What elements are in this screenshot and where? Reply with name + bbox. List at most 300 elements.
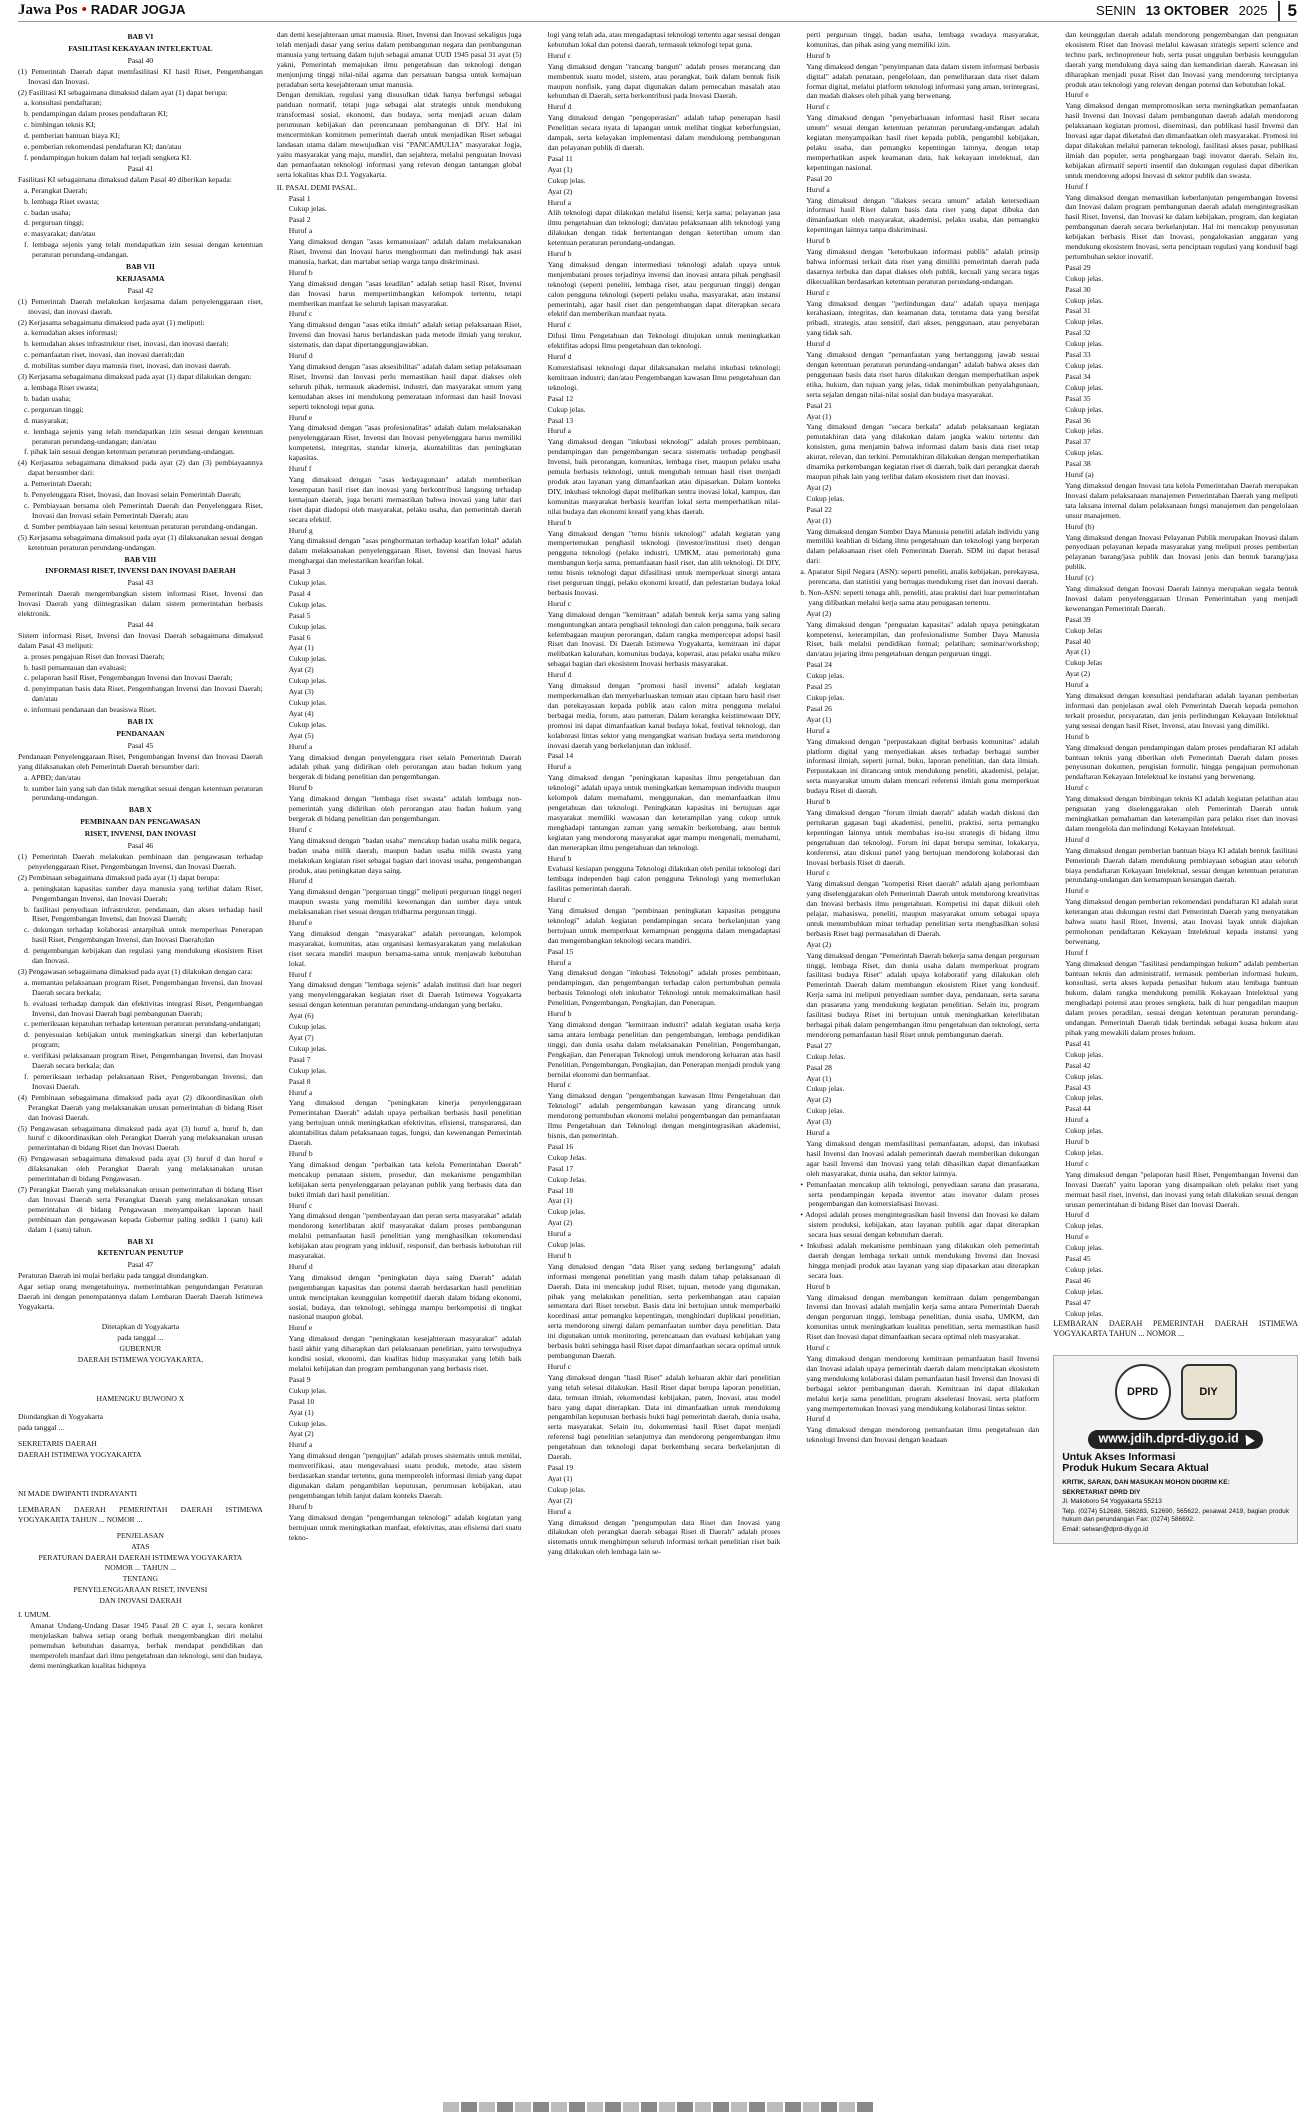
paragraph: Pasal 40 [1065, 636, 1091, 646]
brand-separator: • [81, 2, 87, 18]
paragraph: Pasal 41 [127, 163, 154, 173]
paragraph: Pasal 42 [127, 285, 154, 295]
calibration-swatch [515, 2102, 531, 2112]
paragraph: Huruf c [547, 320, 571, 330]
paragraph: Huruf b [547, 249, 572, 259]
paragraph: Pasal 5 [288, 610, 311, 620]
paragraph: Yang dimaksud dengan "rancang bangun" adalah proses merancang dan membentuk suatu model, sistem, atau perangkat, baik dalam bentuk fisik maupun nonfisik, yang dapat digunakan dalam pemecahan masalah atau kebutuhan di Daerah, serta berkontribusi pada Inovasi Daerah. [547, 61, 781, 101]
paragraph: Huruf (a) [1065, 470, 1094, 480]
paragraph: Sistem informasi Riset, Invensi dan Inovasi Daerah sebagaimana dimaksud dalam Pasal 43 meliputi: [18, 630, 263, 650]
paragraph: PENDANAAN [116, 729, 165, 738]
paragraph: Ayat (7) [288, 1033, 314, 1042]
paragraph: Cukup jelas. [288, 621, 327, 631]
paragraph: f. pemeriksaan terhadap pelaksanaan Riset, Pengembangan Invensi, dan Inovasi Daerah. [24, 1072, 263, 1091]
paragraph: Cukup jelas. [806, 1084, 845, 1094]
paragraph: Pasal 47 [1065, 1297, 1091, 1307]
paragraph: Cukup jelas. [806, 671, 845, 681]
paragraph: Huruf f [1065, 947, 1088, 957]
date-year: 2025 [1238, 3, 1268, 18]
paragraph: (5) Pengawasan sebagaimana dimaksud pada ayat (3) huruf a, huruf b, dan huruf c dikoordinasikan oleh Perangkat Daerah yang melaksanakan urusan pemerintahan di bidang Riset dan Inovasi Daerah. [18, 1123, 263, 1153]
paragraph: Pasal 22 [806, 504, 832, 514]
calibration-swatch [713, 2102, 729, 2112]
paragraph: Huruf (b) [1065, 521, 1095, 531]
paragraph: a. Aparatur Sipil Negara (ASN): seperti peneliti, analis kebijakan, perekayasa, perencana, dan statistisi yang bertugas mendukung riset dan inovasi daerah. [800, 567, 1040, 587]
paragraph: Huruf e [1065, 1232, 1089, 1242]
paragraph: Yang dimaksud dengan penyelenggara riset selain Pemerintah Daerah adalah pihak yang didirikan oleh perorangan atau badan hukum yang bergerak di bidang penelitian dan pengembangan. [288, 752, 522, 782]
paragraph: d. pengembangan kebijakan dan regulasi yang mendukung ekosistem Riset dan Inovasi. [24, 946, 263, 966]
paragraph: Peraturan Daerah ini mulai berlaku pada tanggal diundangkan. [18, 1271, 209, 1281]
paragraph: PEMBINAAN DAN PENGAWASAN [80, 817, 201, 827]
paragraph: Yang dimaksud dengan "peningkatan kinerja penyelenggaraan Pemerintahan Daerah" adalah upaya perbaikan berbasis hasil penelitian yang bertujuan untuk meningkatkan efektivitas, efisiensi, transparansi, dan akuntabilitas dalam pelaksanaan tugas, fungsi, dan kewenangan Pemerintah Daerah. [288, 1098, 522, 1148]
paragraph: Pasal 41 [1065, 1038, 1091, 1048]
paragraph: Yang dimaksud dengan "badan usaha" mencakup badan usaha milik negara, badan usaha milik daerah, maupun badan usaha milik swasta yang melakukan kegiatan riset sebagai bagian dari inovasi usaha, pengembangan produk, atau peningkatan daya saing. [288, 835, 522, 875]
calibration-swatch [569, 2102, 585, 2112]
paragraph: Yang dimaksud dengan Inovasi Daerah lainnya merupakan segala bentuk Inovasi dalam penyelenggaraan Urusan Pemerintahan yang menjadi kewenangan Pemerintah Daerah. [1065, 584, 1298, 613]
paragraph: Yang dimaksud dengan "asas kedayagunaan" adalah memberikan kesempatan hasil riset dan inovasi yang berkontribusi langsung terhadap kemajuan daerah, juga berarti memastikan bahwa inovasi yang lahir dari riset dapat diadopsi oleh masyarakat, pelaku usaha, dan pemerintah daerah secara efektif. [288, 474, 522, 524]
paragraph: Ayat (2) [547, 1495, 573, 1505]
paragraph: Pasal 13 [547, 415, 574, 425]
paragraph: Huruf e [288, 1323, 313, 1333]
paragraph: Huruf a [806, 725, 830, 735]
paragraph: d. Sumber pembiayaan lain sesuai ketentuan peraturan perundang-undangan. [24, 521, 258, 531]
paragraph: c. dukungan terhadap kolaborasi antarpihak untuk memperluas Penerapan hasil Riset, Pengembangan Invensi, dan Inovasi Daerah;dan [24, 925, 263, 945]
paragraph: (2) Fasilitasi KI sebagaimana dimaksud dalam ayat (1) dapat berupa: [18, 87, 228, 97]
paragraph: (1) Pemerintah Daerah melakukan kerjasama dalam penyelenggaraan riset, inovasi, dan inovasi daerah. [18, 296, 263, 316]
set-place: Ditetapkan di Yogyakarta [101, 1321, 180, 1331]
column-3 [536, 30, 781, 2080]
paragraph: Pasal 39 [1065, 614, 1091, 624]
paragraph: d. mobilitas sumber daya manusia riset, inovasi, dan inovasi daerah. [24, 361, 231, 371]
page-number: 5 [1278, 1, 1297, 21]
paragraph: Huruf c [547, 1080, 571, 1090]
paragraph: BAB VI [127, 32, 154, 41]
paragraph: Yang dimaksud dengan "pembinaan peningkatan kapasitas pengguna teknologi" adalah kegiatan pendampingan secara berkelanjutan yang bertujuan untuk memperkuat kemampuan pengguna dalam mengadaptasi dan mengembangkan teknologi secara mandiri. [547, 906, 781, 945]
paragraph: Yang dimaksud dengan "asas kemanusiaan" adalah dalam melaksanakan Riset, Invensi dan Inovasi harus menghormati dan melindungi hak asasi manusia, harkat, dan martabat setiap warga tanpa diskriminasi. [288, 237, 522, 266]
calibration-swatch [767, 2102, 783, 2112]
paragraph: f. pendampingan hukum dalam hal terjadi sengketa KI. [24, 152, 192, 162]
paragraph: Pasal 10 [288, 1396, 315, 1406]
paragraph: Yang dimaksud dengan "pemberdayaan dan peran serta masyarakat" adalah mendorong keterlibatan aktif masyarakat dalam proses pembangunan melalui pemanfaatan hasil penelitian yang menghasilkan rekomendasi kebijakan atau program yang inklusif, responsif, dan berbasis kebutuhan riil masyarakat. [288, 1211, 522, 1261]
paragraph: Pasal 47 [127, 1260, 154, 1270]
paragraph: Huruf a [806, 184, 830, 194]
paragraph: (7) Perangkat Daerah yang melaksanakan urusan pemerintahan di bidang Riset dan Inovasi Daerah serta Perangkat Daerah yang melaksanakan urusan pemerintahan di bidang Pengawasan menyampaikan laporan hasil pembinaan dan pengawasan kepada Gubernur paling sedikit 1 (satu) kali dalam 1 (satu) tahun. [18, 1184, 263, 1234]
paragraph: d. penyimpanan basis data Riset, Pengembangan Invensi dan Inovasi Daerah; dan/atau [24, 684, 263, 704]
paragraph: Huruf c [547, 598, 571, 608]
paragraph: Huruf b [806, 236, 831, 246]
paragraph: INFORMASI RISET, INVENSI DAN INOVASI DAERAH [45, 566, 236, 576]
paragraph: Huruf a [1065, 680, 1089, 690]
paragraph: BAB IX [127, 717, 154, 727]
paragraph: Yang dimaksud dengan "asas aksesibilitas" adalah dalam setiap pelaksanaan Riset, Invensi dan Inovasi perlu memastikan hasil dapat diakses oleh seluruh pihak, termasuk akademisi, industri, dan masyarakat umum yang kemudahan akses ini mendukung pemerataan informasi dan hasil Inovasi seperti teknologi tepat guna. [288, 362, 522, 411]
paragraph: Huruf a [547, 1506, 571, 1516]
paragraph: Pasal 15 [547, 946, 574, 956]
paragraph: Cukup jelas. [288, 1385, 327, 1395]
paragraph: d. penyesuaian kebijakan untuk meningkatkan sinergi dan keberlanjutan program; [24, 1030, 263, 1050]
paragraph: Yang dimaksud dengan "pengumpulan data Riset dan Inovasi yang dilakukan oleh perangkat daerah sebagai Riset di Daerah" adalah proses sistematis untuk menghimpun seluruh informasi terkait penelitian riset baik yang dilakukan oleh lembaga lain se- [547, 1517, 781, 1557]
paragraph: Pasal 36 [1065, 415, 1091, 425]
article-columns [18, 30, 1298, 2080]
paragraph: Huruf d [288, 1261, 313, 1271]
paragraph: Fasilitasi KI sebagaimana dimaksud dalam Pasal 40 diberikan kepada: [18, 174, 232, 184]
paragraph: e. verifikasi pelaksanaan program Riset, Pengembangan Invensi, dan Inovasi Daerah secara berkala; dan [24, 1051, 263, 1071]
paragraph: Cukup jelas. [1065, 1093, 1104, 1103]
paragraph: Yang dimaksud dengan "penguatan kapasitas" adalah upaya peningkatan kompetensi, keterampilan, dan profesionalisme Sumber Daya Manusia Riset, baik melalui pendidikan formal; pelatihan; seminar/workshop; dan/atau jejaring ilmu pengetahuan dengan perguruan tinggi. [806, 619, 1040, 659]
calibration-swatch [479, 2102, 495, 2112]
penjelasan-1: PENJELASAN [116, 1530, 165, 1540]
paragraph: Dengan demikian, regulasi yang disusulkan tidak hanya berfungsi sebagai panduan normatif, tetapi juga sebagai alat strategis untuk mendukung transformasi sosial, ekonomi, dan budaya, serta menjadi acuan dalam perumusan kebijakan dan perencanaan pembangunan di DIY. Hal ini mencerminkan komitmen pemerintah daerah untuk menjadikan Riset sebagai landasan utama dalam mewujudkan visi "PANCAMULIA" masyarakat Jogja, yaitu masyarakat yang maju, mandiri, dan sejahtera, melalui penguatan Inovasi dan pemanfaatan teknologi informasi yang relevan dengan tantangan global serta lokalitas khas D.I. Yogyakarta. [276, 90, 522, 179]
paragraph: Huruf c [547, 895, 571, 905]
paragraph: Huruf b [806, 797, 831, 807]
masthead [18, 0, 1297, 22]
paragraph: Huruf a [547, 197, 571, 207]
calibration-swatch [785, 2102, 801, 2112]
paragraph: Pasal 46 [1065, 1275, 1091, 1285]
contact-line-4: Telp. (0274) 512688, 586283, 512690, 565622, pesawat 2419, bagian produk hukum dan perundangan Fax: (0274) 586692. [1062, 1507, 1289, 1524]
paragraph: Huruf b [547, 1009, 572, 1019]
paragraph: Cukup jelas. [1065, 1049, 1104, 1059]
paragraph: Huruf b [1065, 1137, 1090, 1147]
paragraph: Yang dimaksud dengan "kemitraan" adalah bentuk kerja sama yang saling menguntungkan antara penghasil teknologi dan calon pengguna, baik secara kelembagaan maupun perorangan, dalam rangka mempercepat adopsi hasil Riset dan Inovasi. Di Daerah Istimewa Yogyakarta, kemitraan ini dapat melibatkan kalurahan, komunitas budaya, koperasi, atau pelaku usaha mikro sebagai bagian dari ekosistem Inovasi berbasis masyarakat. [547, 609, 781, 669]
paragraph: Huruf c [806, 102, 830, 112]
calibration-swatch [749, 2102, 765, 2112]
paragraph: Ayat (1) [806, 515, 832, 525]
paragraph: c. pemanfaatan riset, inovasi, dan inovasi daerah;dan [24, 350, 185, 360]
paragraph: Huruf f [1065, 181, 1088, 191]
paragraph: e. informasi pendanaan dan beasiswa Riset. [24, 705, 157, 715]
calibration-swatch [587, 2102, 603, 2112]
paragraph: (4) Kerjasama sebagaimana dimaksud pada ayat (2) dan (3) pembiayaannya dapat bersumber dari: [18, 458, 263, 478]
paragraph: Yang dimaksud dengan "temu bisnis teknologi" adalah kegiatan yang mempertemukan penghasil teknologi (investor/institusi riset) dengan pengguna teknologi (pelaku industri, UMKM, atau pemerintah) guna membangun kerja sama, pemanfaatan hasil riset, dan alih teknologi. Di DIY, temu bisnis teknologi dapat difasilitasi untuk memperkuat sinergi antara riset perguruan tinggi, pelaku ekonomi kreatif, dan pelestarian budaya lokal berbasis Inovasi. [547, 528, 781, 597]
paragraph: Huruf b [806, 1281, 831, 1291]
paragraph: Yang dimaksud dengan "perbaikan tata kelola Pemerintahan Daerah" mencakup penataan sistem, prosedur, dan mekanisme pengambilan kebijakan serta penyelenggaraan pelayanan publik yang berbasis data dan bukti ilmiah dari hasil penelitian. [288, 1159, 522, 1199]
paragraph: Ayat (1) [1065, 647, 1091, 657]
brand-edition: RADAR JOGJA [90, 2, 186, 17]
paragraph: Yang dimaksud dengan "pemanfaatan yang bertanggung jawab sesuai dengan ketentuan peraturan perundang-undangan" adalah bahwa akses dan penggunaan basis data riset harus dilakukan dengan memperhatikan aspek etika, hukum, dan tujuan yang jelas, tidak menimbulkan penyalahgunaan, serta sejalan dengan nilai-nilai sosial dan budaya masyarakat. [806, 350, 1040, 399]
paragraph: Pasal 12 [547, 393, 574, 403]
paragraph: Yang dimaksud dengan "peningkatan daya saing Daerah" adalah pengembangan kapasitas dan potensi daerah berdasarkan hasil penelitian untuk menciptakan keunggulan kompetitif daerah dalam bidang ekonomi, sosial, budaya, dan teknologi, sehingga mampu berkompetisi di tingkat nasional maupun global. [288, 1272, 522, 1322]
paragraph: Huruf e [288, 918, 313, 928]
paragraph: Pasal 18 [547, 1185, 574, 1195]
paragraph: c. badan usaha; [24, 207, 71, 217]
paragraph: d. pemberian bantuan biaya KI; [24, 131, 120, 141]
paragraph: Huruf c [1065, 783, 1089, 793]
paragraph: Yang dimaksud dengan mempromosikan serta meningkatkan pemanfaatan hasil Invensi dan Inovasi dalam pembangunan daerah adalah mendorong pelaksanaan kegiatan promosi, diseminasi, dan publikasi hasil Invensi dan Inovasi agar dapat diketahui dan dimanfaatkan oleh masyarakat. Promosi ini dapat dilakukan melalui pameran teknologi, fasilitasi akses pasar, publikasi ilmiah dan populer, serta penghargaan bagi inovator daerah. Selain itu, kebijakan afirmatif seperti insentif dan dukungan regulasi dapat diberikan untuk mendorong adopsi Inovasi di sektor publik dan swasta. [1065, 101, 1298, 180]
column-5 [1053, 30, 1298, 2080]
paragraph: c. bimbingan teknis KI; [24, 120, 96, 130]
paragraph: Cukup jelas. [288, 698, 327, 707]
color-calibration-bar [18, 2102, 1297, 2112]
paragraph: Cukup jelas. [806, 693, 845, 702]
paragraph: Pasal 20 [806, 173, 832, 183]
promo-contact [1062, 1479, 1289, 1534]
paragraph: Cukup jelas. [288, 1022, 327, 1032]
prom-date: pada tanggal ... [18, 1423, 65, 1433]
paragraph: Huruf d [1065, 1210, 1090, 1220]
paragraph: b. kemudahan akses infrastruktur riset, inovasi, dan inovasi daerah; [24, 339, 229, 349]
paragraph: Ayat (2) [806, 608, 832, 618]
paragraph: Ayat (1) [806, 714, 832, 724]
paragraph: Huruf e [288, 412, 313, 422]
paragraph: Ayat (2) [547, 1218, 573, 1228]
lembaran-daerah: LEMBARAN DAERAH PEMERINTAH DAERAH ISTIMEWA YOGYAKARTA TAHUN ... NOMOR ... [18, 1504, 263, 1524]
calibration-swatch [677, 2102, 693, 2112]
paragraph: Huruf d [547, 352, 572, 362]
paragraph: Cukup jelas. [1065, 295, 1104, 305]
paragraph: Huruf d [547, 102, 572, 112]
paragraph: Pasal 44 [127, 619, 154, 629]
paragraph: Yang dimaksud dengan "secara berkala" adalah pelaksanaan kegiatan pemutakhiran data yang dilakukan dalam jangka waktu tertentu dan konsisten, guna menjamin bahwa informasi dalam basis data riset tetap akurat, relevan, dan terkini. Pemutakhiran dilakukan dengan memperhatikan dinamika perkembangan kegiatan riset di daerah, baik dari perangkat daerah maupun pihak lain yang terlibat dalam ekosistem riset dan inovasi. [806, 422, 1040, 481]
paragraph: Huruf d [547, 670, 572, 680]
paragraph: Yang dimaksud dengan Sumber Daya Manusia peneliti adalah individu yang memiliki keahlian di bidang ilmu pengetahuan dan teknologi yang berperan dalam pelaksanaan riset oleh Pemerintah Daerah. SDM ini dapat berasal dari: [806, 526, 1040, 566]
calibration-swatch [731, 2102, 747, 2112]
paragraph: Huruf b [806, 50, 831, 60]
paragraph: Huruf c [547, 1361, 571, 1371]
paragraph: Yang dimaksud dengan "inkubasi Teknologi" adalah proses pembinaan, pendampingan, dan pengembangan terhadap calon pertumbuhan pemula berbasis Teknologi oleh inkubator Teknologi untuk memaksimalkan hasil Penelitian, Pengembangan, Pengkajian, dan Penerapan. [547, 968, 781, 1008]
paragraph: c. perguruan tinggi; [24, 404, 84, 414]
paragraph: d. masyarakat; [24, 415, 69, 425]
paragraph: Yang dimaksud dengan "pengujian" adalah proses sistematis untuk menilai, memverifikasi, atau mengevaluasi suatu produk, metode, atau sistem berdasarkan standar tertentu, guna memperoleh informasi ilmiah yang dapat digunakan dalam pengambilan keputusan, perumusan kebijakan, atau pengembangan lebih lanjut dalam konteks Daerah. [288, 1451, 522, 1500]
paragraph: Huruf d [806, 1414, 831, 1424]
paragraph: II. PASAL DEMI PASAL. [276, 182, 358, 192]
calibration-swatch [641, 2102, 657, 2112]
paragraph: b. evaluasi terhadap dampak dan efektivitas integrasi Riset, Pengembangan Invensi, dan Inovasi Daerah bagi pembangunan Daerah; [24, 998, 263, 1018]
paragraph: Huruf b [547, 853, 572, 863]
calibration-swatch [839, 2102, 855, 2112]
paragraph: Yang dimaksud dengan "pengoperasian" adalah tahap penerapan hasil Penelitian secara nyata di lapangan untuk melihat tingkat keberfungsian, dampak, serta kelayakan implementasi dalam mendukung pembangunan dan pelayanan publik di daerah. [547, 113, 781, 152]
paragraph: Cukup jelas. [288, 676, 327, 686]
paragraph: a. Pemerintah Daerah; [24, 479, 92, 489]
paragraph: Ayat (2) [806, 482, 832, 492]
paragraph: Huruf b [547, 1250, 572, 1260]
paragraph: Cukup jelas. [288, 578, 327, 588]
paragraph: Cukup jelas. [547, 404, 586, 414]
secretary-title-2: DAERAH ISTIMEWA YOGYAKARTA [18, 1450, 142, 1460]
paragraph: e. lembaga sejenis yang telah mendapatkan izin sesuai dengan ketentuan peraturan perundang-undangan; dan/atau [24, 426, 263, 446]
paragraph: Huruf f [288, 969, 312, 979]
paragraph: Huruf e [1065, 90, 1089, 100]
promo-tagline-2: Produk Hukum Secara Aktual [1062, 1461, 1209, 1474]
paragraph: (6) Pengawasan sebagaimana dimaksud pada ayat (3) huruf d dan huruf e dilaksanakan oleh Perangkat Daerah yang melaksanakan urusan pemerintahan di bidang Pengawasan. [18, 1154, 263, 1184]
paragraph: Cukup Jelas. [806, 1051, 846, 1061]
column-4 [794, 30, 1039, 2080]
paragraph: Yang dimaksud dengan "asas penghormatan terhadap kearifan lokal" adalah dalam melaksanakan penyelenggaraan Riset, Invensi dan Inovasi harus menghargai dan melestarikan kearifan lokal. [288, 536, 522, 566]
calibration-swatch [533, 2102, 549, 2112]
paragraph: Cukup jelas. [288, 599, 327, 609]
paragraph: Pasal 25 [806, 682, 832, 692]
paragraph: Cukup jelas. [1065, 1243, 1104, 1253]
paragraph: Huruf b [288, 783, 313, 793]
paragraph: Pasal 42 [1065, 1060, 1091, 1070]
paragraph: Cukup jelas. [547, 1484, 586, 1494]
jdih-url-link[interactable] [1088, 1430, 1262, 1448]
paragraph: e. pemberian rekomendasi pendaftaran KI; dan/atau [24, 142, 182, 152]
paragraph: Huruf a [547, 426, 571, 436]
paragraph: Pasal 44 [1065, 1104, 1091, 1114]
paragraph: Yang dimaksud dengan "perguruan tinggi" meliputi perguruan tinggi negeri maupun swasta yang memiliki kewenangan dan sumber daya untuk melaksanakan riset sesuai dengan tridharma perguruan tinggi. [288, 887, 522, 917]
paragraph: Huruf b [288, 1501, 313, 1511]
governor-title-2: DAERAH ISTIMEWA YOGYAKARTA, [77, 1354, 204, 1364]
paragraph: logi yang telah ada, atau mengadaptasi teknologi tertentu agar sesuai dengan kebutuhan lokal dan potensi daerah, termasuk teknologi tepat guna. [547, 30, 781, 49]
umum-text: Amanat Undang-Undang Dasar 1945 Pasal 28 C ayat 1, secara konkret menjelaskan bahwa setiap orang berhak mengembangkan diri melalui pemenuhan kebutuhan dasarnya, berhak mendapat pendidikan dan memperoleh manfaat dari ilmu pengetahuan dan teknologi, seni dan budaya, demi meningkatkan kualitas hidupnya [30, 1620, 263, 1670]
paragraph: Cukup jelas. [1065, 1147, 1104, 1157]
paragraph: Yang dimaksud dengan "pengembangan kawasan Ilmu Pengetahuan dan Teknologi" adalah pengembangan kawasan yang dirancang untuk mendorong pertumbuhan ekonomi melalui pengembangan dan pemanfaatan Ilmu Pengetahuan dan Teknologi dengan mengintegrasikan akademisi, bisnis, dan pemerintah. [547, 1091, 781, 1140]
paragraph: Cukup jelas. [1065, 339, 1104, 349]
paragraph: Cukup jelas. [1065, 1126, 1104, 1136]
paragraph: Huruf a [1065, 1115, 1089, 1125]
paragraph: Cukup jelas. [547, 1240, 586, 1250]
paragraph: b. hasil pemantauan dan evaluasi; [24, 662, 127, 672]
paragraph: Ayat (1) [806, 411, 832, 421]
paragraph: Yang dimaksud dengan "asas profesionalitas" adalah dalam melaksanakan penyelenggaraan Riset, Invensi dan Inovasi penyelenggara harus memiliki kompetensi, integritas, standar kinerja, akuntabilitas dan peningkatan kapasitas. [288, 423, 522, 463]
paragraph: Cukup jelas. [288, 1043, 327, 1053]
paragraph: Yang dimaksud dengan "inkubasi teknologi" adalah proses pembinaan, pendampingan dan pengembangan secara sistematis terhadap penghasil Invensi, baik perorangan, komunitas, lembaga riset, maupun pelaku usaha pemula berbasis teknologi, untuk mengubah temuan hasil riset menjadi produk atau layanan yang dimanfaatkan atau dipasarkan. Dalam konteks DIY, inkubasi teknologi dapat melibatkan sentra inovasi lokal, kampus, dan komunitas masyarakat berbasis kearifan lokal serta memperhatikan nilai-nilai budaya dan ekonomi kreatif yang khas daerah. [547, 437, 781, 516]
paragraph: c. pemeriksaan kepatuhan terhadap ketentuan peraturan perundang-undangan; [24, 1019, 261, 1029]
paragraph: a. peningkatan kapasitas sumber daya manusia yang terlibat dalam Riset, Pengembangan Invensi, dan Inovasi Daerah; [24, 883, 263, 903]
contact-line-1: KRITIK, SARAN, DAN MASUKAN MOHON DIKIRIM KE: [1062, 1479, 1230, 1487]
paragraph: Yang dimaksud dengan Inovasi Pelayanan Publik merupakan Inovasi dalam penyediaan pelayanan kepada masyarakat yang meliputi proses pemberian pelayanan barang/jasa publik dan Inovasi jenis dan bentuk barang/jasa publik. [1065, 532, 1298, 572]
paragraph: Pasal 45 [1065, 1254, 1091, 1264]
contact-line-5: Email: setwan@dprd-diy.go.id [1062, 1525, 1149, 1533]
paragraph: Yang dimaksud dengan mendorong pemanfaatan ilmu pengetahuan dan teknologi Invensi dan Inovasi dengan keadaan [806, 1425, 1040, 1445]
paragraph: Yang dimaksud dengan "penyimpanan data dalam sistem informasi berbasis digital" adalah penataan, pengelolaan, dan pemeliharaan data riset dalam format digital, melalui platform teknologi informasi yang aman, terintegrasi, dan mudah diakses oleh pihak yang berwenang. [806, 61, 1040, 101]
paragraph: (5) Kerjasama sebagaimana dimaksud pada ayat (1) dilaksanakan sesuai dengan ketentuan peraturan perundang-undangan. [18, 532, 263, 552]
paragraph: Cukup jelas. [1065, 404, 1104, 414]
paragraph: Huruf b [547, 517, 572, 527]
secretary-name: NI MADE DWIPANTI INDRAYANTI [18, 1489, 138, 1498]
paragraph: BAB XI [127, 1236, 154, 1246]
paragraph: Yang dimaksud dengan membangun kemitraan dalam pengembangan Invensi dan Inovasi adalah menjalin kerja sama antara Pemerintah Daerah dengan perguruan tinggi, lembaga penelitian, dunia usaha, UMKM, dan komunitas untuk meningkatkan kualitas penelitian, serta memastikan hasil Riset dan Inovasi dapat dimanfaatkan secara optimal oleh masyarakat. [806, 1292, 1040, 1342]
paragraph: Yang dimaksud dengan "kemitraan industri" adalah kegiatan usaha kerja sama antara lembaga penelitian dan pengembangan, lembaga pendidikan tinggi, dan dunia usaha dalam melaksanakan Penelitian, Pengembangan, Pengkajian, dan Penerapan Teknologi untuk mendorong keluaran atas hasil Penelitian, Pengembangan, Pengkajian, dan Penerapan menjadi produk yang bernilai ekonomi dan bermanfaat. [547, 1020, 781, 1079]
paragraph: Cukup jelas. [806, 493, 845, 503]
paragraph: a. proses pengajuan Riset dan Inovasi Daerah; [24, 651, 165, 661]
paragraph: KERJASAMA [116, 273, 165, 283]
jdih-promo-box [1053, 1355, 1298, 1544]
paragraph: BAB X [128, 805, 152, 815]
paragraph: Ayat (1) [547, 1196, 573, 1206]
paragraph: Pasal 35 [1065, 393, 1091, 403]
paragraph: Difusi Ilmu Pengetahuan dan Teknologi ditujukan untuk meningkatkan efektifitas adopsi Ilmu pengetahuan dan teknologi. [547, 331, 781, 351]
governor-name: HAMENGKU BUWONO X [96, 1394, 185, 1404]
dprd-logo-icon: DPRD [1115, 1364, 1171, 1420]
paragraph: Ayat (2) [806, 939, 832, 949]
paragraph: Yang dimaksud dengan konsultasi pendaftaran adalah layanan pemberian informasi dan penjelasan awal oleh Pemerintah Daerah kepada pemohon terkait prosedur, persyaratan, dan jenis perlindungan Kekayaan Intelektual yang sesuai dengan hasil Riset, Invensi, atau Inovasi yang dimiliki. [1065, 691, 1298, 730]
paragraph: Huruf c [806, 287, 830, 297]
penjelasan-7: DAN INOVASI DAERAH [99, 1596, 182, 1606]
paragraph: Huruf c [547, 50, 571, 60]
paragraph: Cukup jelas. [288, 1418, 327, 1428]
penjelasan-6: PENYELENGGARAAN RISET, INVENSI [73, 1585, 208, 1595]
paragraph: Huruf a [806, 1128, 830, 1138]
governor-title-1: GUBERNUR [119, 1343, 162, 1353]
date-date: 13 OKTOBER [1145, 3, 1229, 18]
paragraph: Pasal 32 [1065, 328, 1091, 338]
paragraph: (1) Pemerintah Daerah melakukan pembinaan dan pengawasan terhadap penyelenggaraan Riset, Pengembangan Invensi, dan Inovasi Daerah. [18, 851, 263, 871]
calibration-swatch [659, 2102, 675, 2112]
paragraph: Cukup jelas. [1065, 1264, 1104, 1274]
paragraph: Pasal 21 [806, 400, 832, 410]
paragraph: Huruf c [806, 1343, 830, 1353]
paragraph: Huruf a [547, 957, 571, 967]
paragraph: e. masyarakat; dan/atau [24, 229, 96, 239]
paragraph: Pasal 11 [547, 153, 573, 163]
paragraph: Huruf a [288, 1440, 313, 1450]
paragraph: b. pendampingan dalam proses pendaftaran KI; [24, 109, 168, 119]
paragraph: Ayat (1) [547, 164, 573, 174]
paragraph: Pendanaan Penyelenggaraan Riset, Pengembangan Invensi dan Inovasi Daerah yang dilaksanakan oleh Pemerintah Daerah bersumber dari: [18, 751, 263, 771]
column-2 [277, 30, 522, 2080]
paragraph: Pasal 24 [806, 660, 832, 670]
paragraph: Huruf g [288, 525, 313, 535]
paragraph: Huruf d [1065, 834, 1090, 844]
paragraph: Cukup jelas. [288, 204, 327, 214]
paragraph: Huruf (c) [1065, 573, 1094, 583]
paragraph: Yang dimaksud dengan "penyebarluasan informasi hasil Riset secara umum" sesuai dengan ketentuan peraturan perundang-undangan adalah kegiatan menyampaikan hasil riset kepada publik, pengambil kebijakan, pelaku usaha, dan pemangku kepentingan lainnya, dengan tetap memperhatikan aspek keamanan data, hak kekayaan intelektual, dan kepentingan nasional. [806, 113, 1040, 172]
paragraph: Pasal 28 [806, 1062, 832, 1072]
paragraph: Evaluasi kesiapan pengguna Teknologi dilakukan oleh penilai teknologi dari lembaga independen bagi calon pengguna Teknologi yang memerlukan fasilitas pemerintah daerah. [547, 864, 781, 894]
paragraph: RISET, INVENSI, DAN INOVASI [84, 829, 197, 839]
paragraph: Cukup jelas. [1065, 273, 1104, 283]
contact-line-2: SEKRETARIAT DPRD DIY [1062, 1488, 1141, 1496]
jdih-url-text: www.jdih.dprd-diy.go.id [1098, 1431, 1239, 1446]
paragraph: Pasal 45 [127, 740, 154, 750]
paragraph: Yang dimaksud dengan "Pemerintah Daerah bekerja sama dengan perguruan tinggi, lembaga Riset, dan dunia usaha dalam memperkuat program fasilitasi budaya Riset" adalah upaya kolaboratif yang dilakukan oleh Pemerintah Daerah dalam membangun ekosistem Riset yang kondusif. Kerja sama ini meliputi penyediaan sumber daya, pendanaan, serta sarana dan prasarana yang mendukung kegiatan penelitian. Selain itu, program fasilitasi budaya Riset ini bertujuan untuk meningkatkan keterlibatan berbagai pihak dalam pengembangan ilmu pengetahuan dan teknologi, serta mendorong pemanfaatan hasil Riset untuk pembangunan daerah. [806, 950, 1040, 1039]
paragraph: Yang dimaksud dengan "peningkatan kapasitas ilmu pengetahuan dan teknologi" adalah upaya untuk meningkatkan kemampuan individu maupun kelompok dalam memahami, menggunakan, dan memanfaatkan ilmu pengetahuan dan teknologi. Peningkatan kapasitas ini bertujuan agar masyarakat memiliki wawasan dan keterampilan yang cukup untuk menghadapi tantangan zaman yang semakin berkembang, atau bentuk kegiatan yang mendorong masyarakat agar mampu mengenali, memahami, dan menerapkan ilmu pengetahuan dan teknologi. [547, 773, 781, 852]
paragraph: Pasal 17 [547, 1163, 574, 1173]
paragraph: b. Non-ASN: seperti tenaga ahli, peneliti, atau praktisi dari luar pemerintahan yang dilibatkan melalui kerja sama atau penugasan tertentu. [800, 587, 1040, 607]
paragraph: a. konsultasi pendaftaran; [24, 98, 102, 108]
paragraph: (1) Pemerintah Daerah dapat memfasilitasi KI hasil Riset, Pengembangan Inovasi dan Inovasi. [18, 66, 263, 86]
paragraph: (3) Pengawasan sebagaimana dimaksud pada ayat (1) dilakukan dengan cara: [18, 966, 253, 976]
paragraph: Huruf d [288, 876, 313, 886]
paragraph: f. pihak lain sesuai dengan ketentuan peraturan perundang-undangan. [24, 447, 235, 457]
paragraph: Yang dimaksud dengan pemberian rekomendasi pendaftaran KI adalah surat keterangan atau dukungan resmi dari Pemerintah Daerah yang menyatakan bahwa suatu hasil Riset, Invensi, atau Inovasi layak untuk diajukan permohonan pendaftaran Kekayaan Intelektual kepada instansi yang berwenang. [1065, 897, 1298, 946]
paragraph: Huruf e [1065, 886, 1089, 896]
paragraph: c. pelaporan hasil Riset, Pengembangan Invensi dan Inovasi Daerah; [24, 673, 233, 683]
paragraph: • Pemanfaatan mencakup alih teknologi, penyediaan sarana dan prasarana, serta pendampingan kepada inventor atau inovator dalam proses pengembangan dan komersialisasi Inovasi. [800, 1179, 1040, 1209]
paragraph: Huruf d [806, 339, 831, 349]
paragraph: Cukup jelas. [1065, 448, 1104, 458]
paragraph: Pasal 30 [1065, 284, 1091, 294]
paragraph: Ayat (3) [806, 1117, 832, 1127]
paragraph: Pasal 33 [1065, 350, 1091, 360]
paragraph: Cukup Jelas. [547, 1174, 587, 1184]
paragraph: Ayat (2) [1065, 669, 1091, 679]
paragraph: Pasal 19 [547, 1462, 574, 1472]
paragraph: Ayat (2) [288, 665, 314, 675]
diy-crest-icon: DIY [1181, 1364, 1237, 1420]
paragraph: Agar setiap orang mengetahuinya, memerintahkan pengundangan Peraturan Daerah ini dengan penempatannya dalam Lembaran Daerah Daerah Istimewa Yogyakarta. [18, 1282, 263, 1311]
paragraph: • Inkubasi adalah mekanisme pembinaan yang dilakukan oleh pemerintah daerah dengan lembaga terkait untuk mendukung Invensi dan Inovasi hingga menjadi produk atau layanan yang siap dipasarkan atau diterapkan secara luas. [800, 1241, 1040, 1280]
paragraph: Cukup jelas. [1065, 1308, 1104, 1318]
paragraph: Ayat (1) [288, 643, 314, 653]
paragraph: Huruf a [288, 741, 313, 751]
paragraph: Pasal 8 [288, 1076, 311, 1086]
paragraph: Cukup jelas. [288, 1065, 327, 1075]
paragraph: perti perguruan tinggi, badan usaha, lembaga swadaya masyarakat, komunitas, dan pihak asing yang memiliki izin. [806, 30, 1040, 49]
paragraph: Cukup Jelas [1065, 658, 1103, 668]
paragraph: Ayat (2) [288, 1429, 314, 1439]
calibration-swatch [857, 2102, 873, 2112]
date-day: SENIN [1096, 3, 1136, 18]
paragraph: Huruf c [1065, 1158, 1089, 1168]
paragraph: Yang dimaksud dengan memastikan keberlanjutan pengembangan Invensi dan Inovasi dalam program pembangunan daerah adalah mengintegrasikan hasil Riset, Invensi, dan Inovasi ke dalam kebijakan, program, dan kegiatan pembangunan daerah secara berkelanjutan. Hal ini mencakup penyusunan kebijakan berbasis Riset dan Inovasi, pengalokasian anggaran yang mendukung ekosistem Inovasi, serta penciptaan regulasi yang kondusif bagi pertumbuhan sektor inovatif. [1065, 192, 1298, 261]
prom-place: Diundangkan di Yogyakarta [18, 1412, 103, 1422]
paragraph: Huruf a [288, 226, 313, 236]
paragraph: Cukup jelas. [547, 175, 586, 185]
paragraph: Yang dimaksud dengan "data Riset yang sedang berlangsung" adalah informasi mengenai penelitian yang masih dalam tahap pelaksanaan di Daerah. Data ini mencakup judul Riset, tujuan, metode yang digunakan, pihak yang melakukan penelitian, serta perkembangan atau capaian sementara dari Riset tersebut. Basis data ini bertujuan untuk memperbaiki koordinasi antar pemangku kepentingan, menghindari duplikasi penelitian, serta mendorong sinergi dalam pemanfaatan sumber daya penelitian. Data ini digunakan untuk monitoring, perencanaan dan evaluasi kebijakan yang berbasis bukti sehingga hasil Riset dapat dimanfaatkan secara optimal untuk pembangunan Daerah. [547, 1261, 781, 1360]
paragraph: Huruf c [288, 1200, 313, 1210]
paragraph: Yang dimaksud dengan "diakses secara umum" adalah ketersediaan informasi hasil Riset dalam basis data riset yang dapat dibuka dan dimanfaatkan oleh masyarakat, akademisi, pelaku usaha, dan pemangku kepentingan lainnya tanpa diskriminasi. [806, 195, 1040, 235]
